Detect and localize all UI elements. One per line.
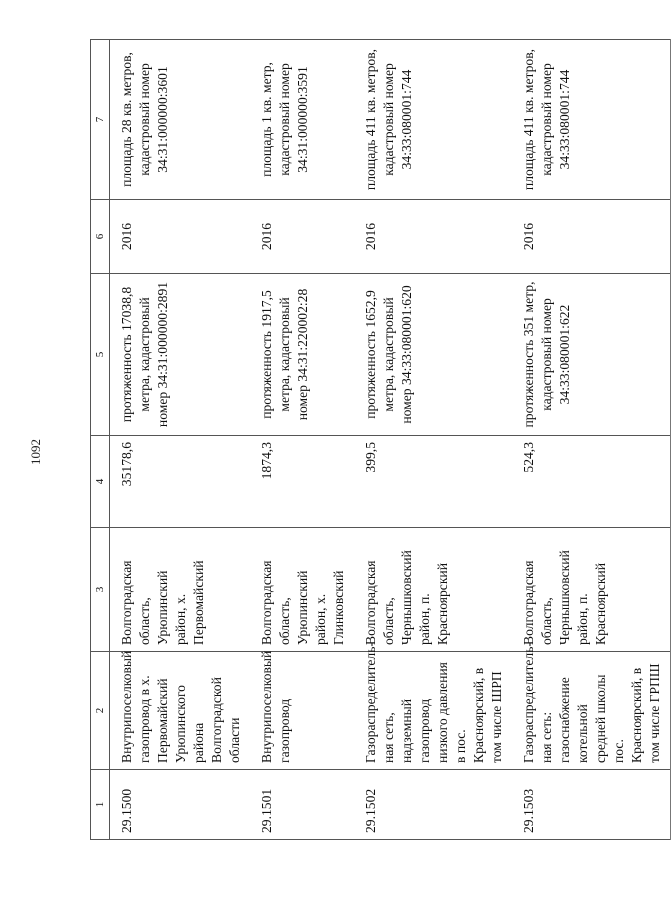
object-value: 1874,3 xyxy=(250,436,354,528)
object-name: Газораспределитель-ная сеть, надземный газопровод низкого давления в пос. Красноярский, в том числе ШРП xyxy=(354,652,512,770)
column-number: 1 xyxy=(91,770,110,840)
table-row xyxy=(250,40,354,840)
column-number-row xyxy=(91,40,110,840)
object-year: 2016 xyxy=(354,200,512,274)
object-description: протяженность 17038,8 метра, кадастровый номер 34:31:000000:2891 xyxy=(110,274,251,436)
page-number: 1092 xyxy=(28,439,43,465)
property-table xyxy=(90,39,671,840)
object-address: Волгоградская область, Чернышковский район, п. Красноярский xyxy=(354,528,512,652)
object-value: 524,3 xyxy=(512,436,671,528)
object-year: 2016 xyxy=(512,200,671,274)
object-name: Внутрипоселковый газопровод в х. Первомайский Урюпинского района Волгоградской области xyxy=(110,652,251,770)
object-address: Волгоградская область, Урюпинский район, х. Первомайский xyxy=(110,528,251,652)
object-value: 399,5 xyxy=(354,436,512,528)
column-number: 4 xyxy=(91,436,110,528)
object-value: 35178,6 xyxy=(110,436,251,528)
column-number: 6 xyxy=(91,200,110,274)
table-row xyxy=(354,40,512,840)
rotated-table-container xyxy=(90,40,662,840)
object-description: протяженность 351 метр, кадастровый номер 34:33:080001:622 xyxy=(512,274,671,436)
object-year: 2016 xyxy=(250,200,354,274)
object-description: протяженность 1652,9 метра, кадастровый номер 34:33:080001:620 xyxy=(354,274,512,436)
table-row xyxy=(110,40,251,840)
land-plot-info: площадь 411 кв. метров, кадастровый номер 34:33:080001:744 xyxy=(512,40,671,200)
row-number: 29.1502 xyxy=(354,770,512,840)
land-plot-info: площадь 28 кв. метров, кадастровый номер 34:31:000000:3601 xyxy=(110,40,251,200)
object-address: Волгоградская область, Урюпинский район, х. Глинковский xyxy=(250,528,354,652)
column-number: 2 xyxy=(91,652,110,770)
row-number: 29.1501 xyxy=(250,770,354,840)
land-plot-info: площадь 1 кв. метр, кадастровый номер 34:31:000000:3591 xyxy=(250,40,354,200)
column-number: 3 xyxy=(91,528,110,652)
object-year: 2016 xyxy=(110,200,251,274)
column-number: 5 xyxy=(91,274,110,436)
object-name: Внутрипоселковый газопровод xyxy=(250,652,354,770)
table-row xyxy=(512,40,671,840)
row-number: 29.1500 xyxy=(110,770,251,840)
land-plot-info: площадь 411 кв. метров, кадастровый номер 34:33:080001:744 xyxy=(354,40,512,200)
object-address: Волгоградская область, Чернышковский район, п. Красноярский xyxy=(512,528,671,652)
column-number: 7 xyxy=(91,40,110,200)
object-name: Газораспределитель-ная сеть: газоснабжение котельной средней школы пос. Красноярский, в том числе ГРПШ xyxy=(512,652,671,770)
row-number: 29.1503 xyxy=(512,770,671,840)
object-description: протяженность 1917,5 метра, кадастровый номер 34:31:220002:28 xyxy=(250,274,354,436)
